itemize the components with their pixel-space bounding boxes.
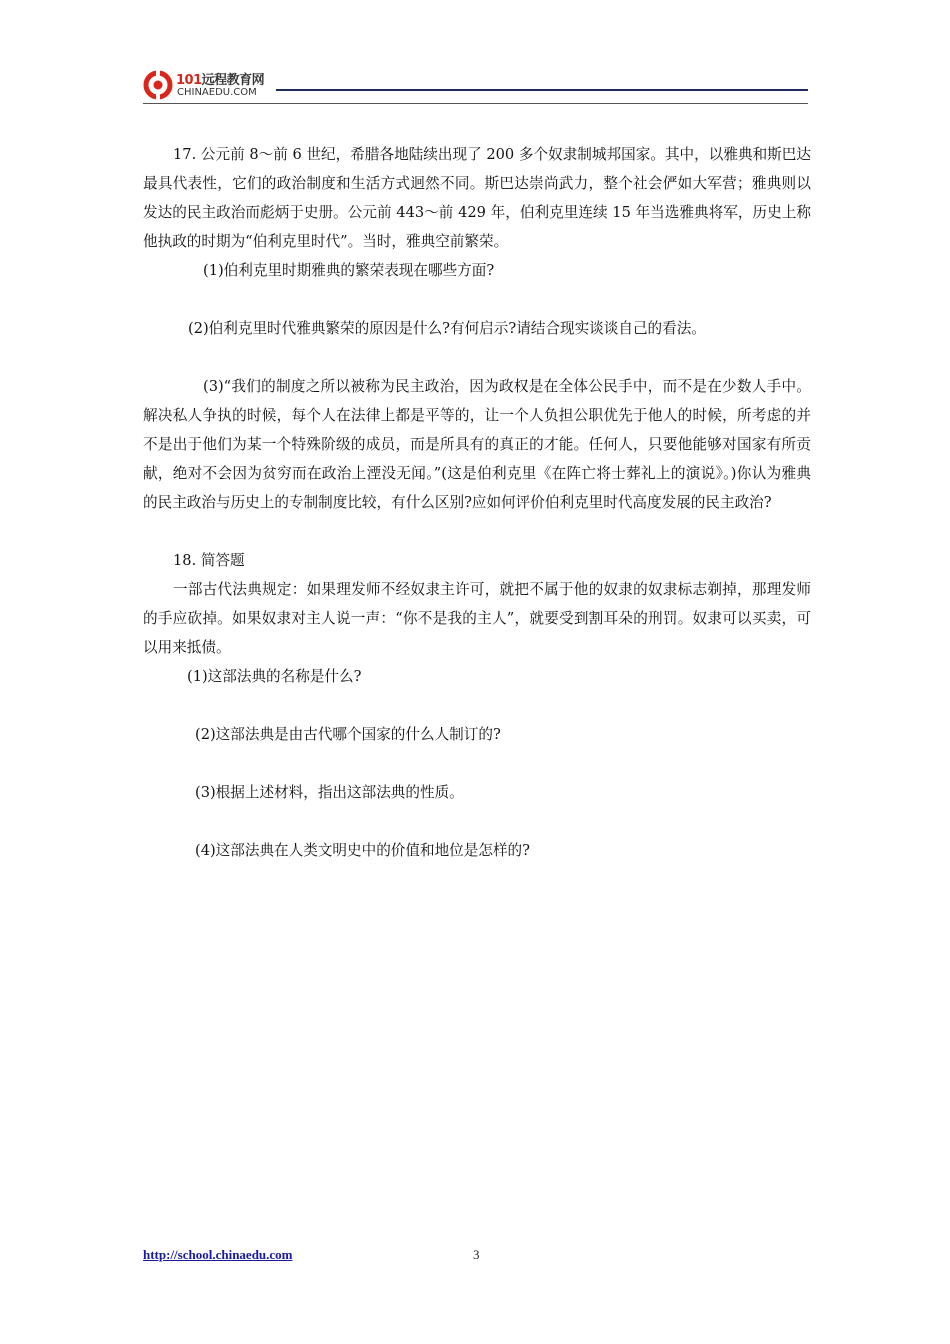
answer-space: [143, 517, 811, 546]
logo-chinese-text: [176, 69, 264, 88]
logo-number: 101: [176, 73, 202, 88]
question-18-part-3: (3)根据上述材料，指出这部法典的性质。: [195, 784, 464, 801]
answer-space: [143, 691, 811, 720]
logo-chinese-name: 远程教育网: [201, 73, 265, 88]
question-18-part-4: (4)这部法典在人类文明史中的价值和地位是怎样的?: [195, 842, 530, 859]
101-logo-icon: [143, 70, 173, 100]
question-18-heading: 18. 简答题: [173, 552, 245, 569]
page-footer: [143, 1247, 808, 1267]
answer-space: [143, 343, 811, 372]
page-number: 3: [473, 1247, 480, 1262]
question-18-part-2: (2)这部法典是由古代哪个国家的什么人制订的?: [195, 726, 501, 743]
footer-link[interactable]: http://school.chinaedu.com: [143, 1247, 293, 1262]
question-17-part-2: (2)伯利克里时代雅典繁荣的原因是什么?有何启示?请结合现实谈谈自己的看法。: [188, 320, 706, 337]
question-18-part-1: (1)这部法典的名称是什么?: [187, 668, 362, 685]
header-rule-thick: [276, 89, 808, 91]
logo-english-text: CHINAEDU.COM: [177, 87, 257, 98]
header-rule-thin: [143, 103, 808, 104]
question-17-part-3: (3)“我们的制度之所以被称为民主政治，因为政权是在全体公民手中，而不是在少数人手中。解决私人争执的时候，每个人在法律上都是平等的，让一个人负担公职优先于他人的时候，所考虑的并不是出于他们为某一个特殊阶级的成员，而是所具有的真正的才能。任何人，只要他能够对国家有所贡献，绝对不会因为贫穷而在政治上湮没无闻。”(这是伯利克里《在阵亡将士葬礼上的演说》。)你认为雅典的民主政治与历史上的专制制度比较，有什么区别?应如何评价伯利克里时代高度发展的民主政治?: [143, 378, 811, 511]
answer-space: [143, 285, 811, 314]
page-header: [143, 66, 808, 106]
question-17-intro: 17. 公元前 8～前 6 世纪，希腊各地陆续出现了 200 多个奴隶制城邦国家。其中，以雅典和斯巴达最具代表性，它们的政治制度和生活方式迥然不同。斯巴达崇尚武力，整个社会俨如大军营；雅典则以发达的民主政治而彪炳于史册。公元前 443～前 429 年，伯利克里连续 15 年当选雅典将军，历史上称他执政的时期为“伯利克里时代”。当时，雅典空前繁荣。: [143, 146, 811, 250]
question-18-material: 一部古代法典规定：如果理发师不经奴隶主许可，就把不属于他的奴隶的奴隶标志剃掉，那理发师的手应砍掉。如果奴隶对主人说一声：“你不是我的主人”，就要受到割耳朵的刑罚。奴隶可以买卖，可以用来抵债。: [143, 581, 811, 656]
chinaedu-logo: [143, 66, 283, 106]
answer-space: [143, 749, 811, 778]
answer-space: [143, 807, 811, 836]
question-17-part-1: (1)伯利克里时期雅典的繁荣表现在哪些方面?: [203, 262, 495, 279]
document-body: [143, 140, 811, 865]
